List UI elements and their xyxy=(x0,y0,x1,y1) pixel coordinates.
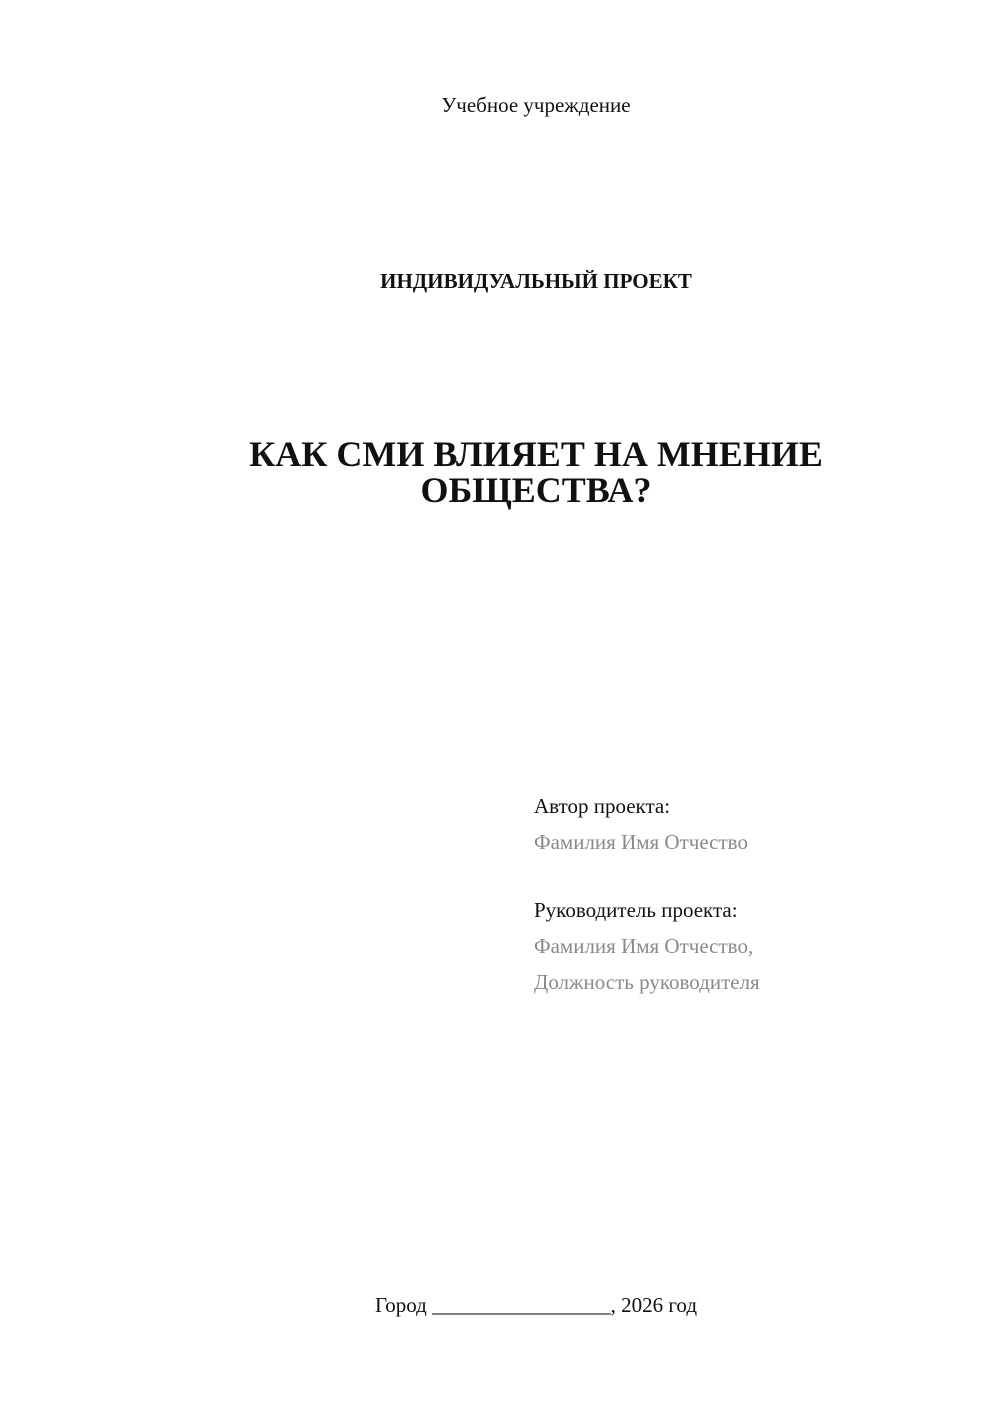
supervisor-position: Должность руководителя xyxy=(534,970,760,994)
project-title-line-1: КАК СМИ ВЛИЯЕТ НА МНЕНИЕ xyxy=(249,434,823,474)
project-title-line-2: ОБЩЕСТВА? xyxy=(420,470,652,510)
author-name: Фамилия Имя Отчество xyxy=(534,830,748,854)
project-title xyxy=(200,436,872,508)
city-year-line: Город _________________, 2026 год xyxy=(374,1293,698,1317)
supervisor-name: Фамилия Имя Отчество, xyxy=(534,934,754,958)
credits-block xyxy=(534,788,974,1000)
document-type-heading: ИНДИВИДУАЛЬНЫЙ ПРОЕКТ xyxy=(380,269,692,293)
credits-spacer xyxy=(534,860,974,892)
institution-name: Учебное учреждение xyxy=(441,93,631,117)
supervisor-label: Руководитель проекта: xyxy=(534,898,738,922)
author-label: Автор проекта: xyxy=(534,794,671,818)
